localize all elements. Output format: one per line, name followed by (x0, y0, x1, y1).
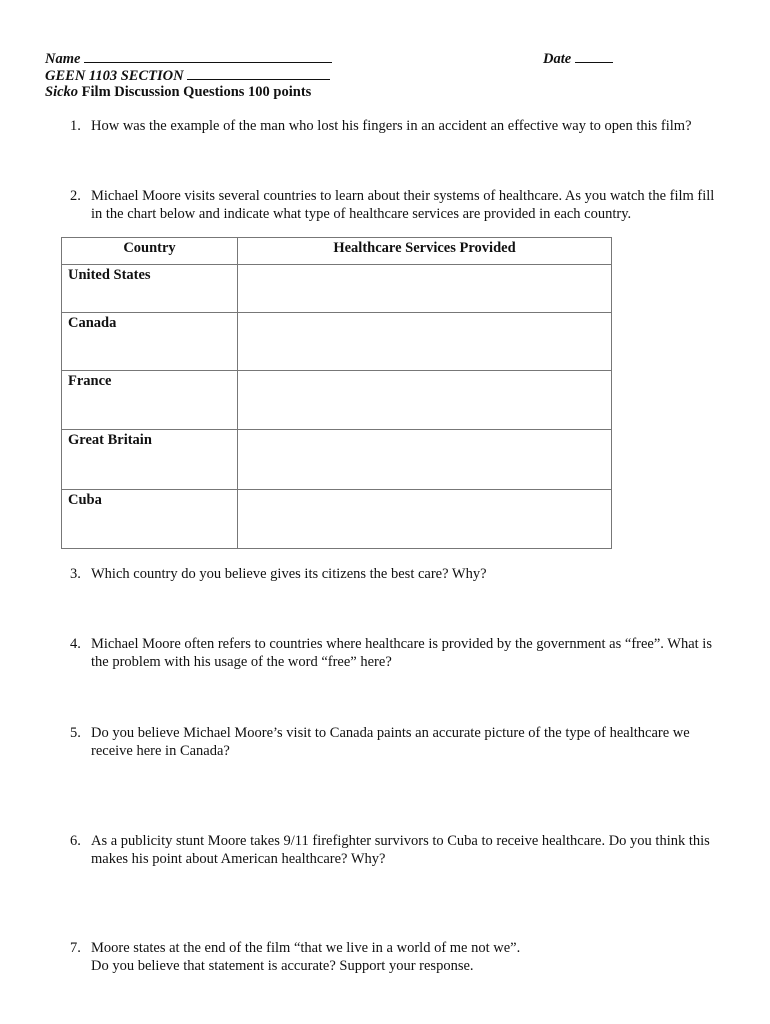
question-4 (70, 635, 730, 671)
question-text: As a publicity stunt Moore takes 9/11 firefighter survivors to Cuba to receive healthcare. Do you think this makes his point about American healthcare? Why? (91, 833, 710, 867)
services-cell[interactable] (238, 313, 612, 371)
question-number: 4. (70, 636, 81, 652)
question-text: Michael Moore visits several countries to learn about their systems of healthcare. As you watch the film fill in the chart below and indicate what type of healthcare services are provided in each country. (91, 188, 715, 222)
services-cell[interactable] (238, 430, 612, 490)
question-5 (70, 724, 730, 760)
question-text: Do you believe Michael Moore’s visit to Canada paints an accurate picture of the type of healthcare we receive here in Canada? (91, 725, 690, 759)
question-text: Moore states at the end of the film “that we live in a world of me not we”. (91, 940, 521, 956)
table-header-row (62, 238, 612, 265)
table-row (62, 371, 612, 430)
date-field[interactable] (543, 48, 613, 68)
date-label: Date (543, 51, 572, 67)
country-cell: Cuba (62, 490, 238, 549)
question-number: 2. (70, 188, 81, 204)
section-label: GEEN 1103 SECTION (45, 68, 184, 84)
question-text-line2: Do you believe that statement is accurate? Support your response. (91, 958, 474, 974)
header-country: Country (62, 238, 238, 265)
question-number: 7. (70, 940, 81, 956)
question-text: Michael Moore often refers to countries where healthcare is provided by the government as “free”. What is the problem with his usage of the word “free” here? (91, 636, 712, 670)
date-line[interactable] (575, 48, 613, 63)
table-row (62, 430, 612, 490)
header-services: Healthcare Services Provided (238, 238, 612, 265)
page-title (45, 83, 311, 101)
table-row (62, 313, 612, 371)
healthcare-table (61, 237, 612, 549)
services-cell[interactable] (238, 371, 612, 430)
title-film: Sicko (45, 84, 79, 100)
question-7 (70, 939, 730, 975)
country-cell: United States (62, 265, 238, 313)
question-2 (70, 187, 720, 223)
question-number: 1. (70, 118, 81, 134)
section-field[interactable] (45, 65, 330, 85)
question-text: Which country do you believe gives its citizens the best care? Why? (91, 566, 487, 582)
table-row (62, 265, 612, 313)
country-cell: Canada (62, 313, 238, 371)
table-row (62, 490, 612, 549)
title-rest: Film Discussion Questions 100 points (78, 84, 312, 100)
country-cell: France (62, 371, 238, 430)
question-number: 3. (70, 566, 81, 582)
question-3 (70, 565, 730, 583)
question-text: How was the example of the man who lost his fingers in an accident an effective way to open this film? (91, 118, 692, 134)
question-number: 5. (70, 725, 81, 741)
services-cell[interactable] (238, 490, 612, 549)
section-line[interactable] (187, 65, 330, 80)
services-cell[interactable] (238, 265, 612, 313)
name-label: Name (45, 51, 81, 67)
question-1 (70, 117, 730, 135)
question-6 (70, 832, 720, 868)
name-line[interactable] (84, 48, 332, 63)
country-cell: Great Britain (62, 430, 238, 490)
question-number: 6. (70, 833, 81, 849)
